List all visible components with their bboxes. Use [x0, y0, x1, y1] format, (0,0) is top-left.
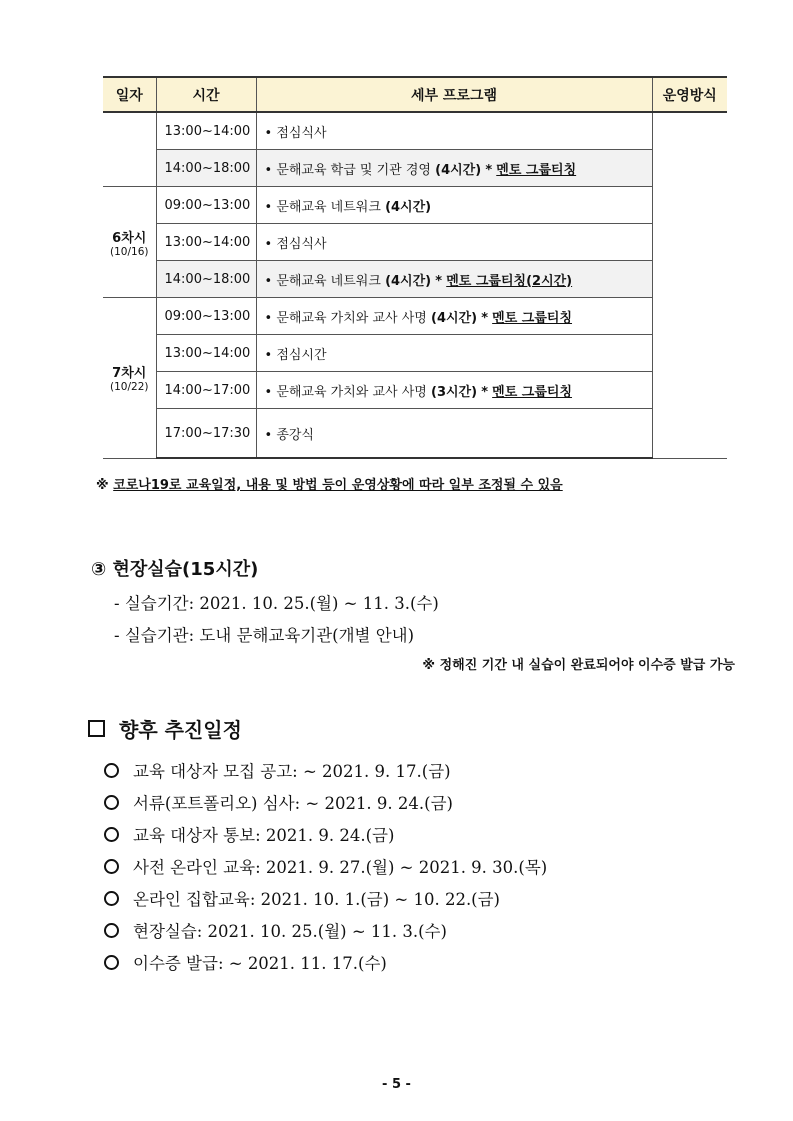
circle-bullet-icon: [104, 827, 119, 842]
program-text: 점심시간: [276, 347, 327, 363]
session-date: (10/16): [110, 245, 149, 258]
table-row: [103, 372, 727, 409]
separator: *: [481, 384, 488, 400]
schedule-item-text: 서류(포트폴리오) 심사: ~ 2021. 9. 24.(금): [133, 794, 453, 813]
time-cell: 17:00~17:30: [156, 409, 256, 459]
session-date: (10/22): [110, 381, 149, 394]
program-text: 종강식: [276, 427, 314, 443]
bullet: •: [264, 310, 273, 326]
program-text: 점심식사: [276, 236, 327, 252]
section-title-schedule: [88, 714, 242, 743]
schedule-item-text: 교육 대상자 모집 공고: ~ 2021. 9. 17.(금): [133, 762, 451, 781]
table-row: [103, 409, 727, 459]
table-row: [103, 150, 727, 187]
program-text: 점심식사: [276, 125, 327, 141]
program-cell: [256, 372, 652, 409]
schedule-item-text: 이수증 발급: ~ 2021. 11. 17.(수): [133, 954, 387, 973]
program-cell: [256, 298, 652, 335]
bullet: •: [264, 236, 273, 252]
notice-mark: ※: [96, 478, 109, 493]
bullet: •: [264, 125, 273, 141]
mentor-label: 멘토 그룹티칭(2시간): [446, 273, 573, 289]
program-text: 문해교육 학급 및 기관 경영: [276, 162, 431, 178]
circle-bullet-icon: [104, 763, 119, 778]
program-cell: [256, 409, 652, 459]
circle-bullet-icon: [104, 923, 119, 938]
bullet: •: [264, 427, 273, 443]
list-item: [104, 758, 451, 782]
list-item: [104, 918, 447, 942]
hours-label: (4시간): [385, 199, 432, 215]
session-cell: [103, 112, 156, 187]
program-text: 문해교육 네트워크: [276, 199, 381, 215]
list-item: [104, 822, 394, 846]
separator: *: [481, 310, 488, 326]
table-row: [103, 224, 727, 261]
time-cell: 14:00~18:00: [156, 150, 256, 187]
schedule-table: [103, 76, 727, 459]
schedule-title: 향후 추진일정: [119, 718, 242, 742]
circle-bullet-icon: [104, 955, 119, 970]
notice-text: 코로나19로 교육일정, 내용 및 방법 등이 운영상황에 따라 일부 조정될 수 있음: [113, 478, 563, 493]
table-row: [103, 187, 727, 224]
section-title-field-practice: ③ 현장실습(15시간): [91, 559, 259, 580]
hours-label: (4시간): [435, 162, 482, 178]
schedule-item-text: 사전 온라인 교육: 2021. 9. 27.(월) ~ 2021. 9. 30.(목): [133, 858, 548, 877]
certificate-notice: ※ 정해진 기간 내 실습이 완료되어야 이수증 발급 가능: [422, 658, 735, 673]
program-text: 문해교육 가치와 교사 사명: [276, 384, 427, 400]
hours-label: (3시간): [431, 384, 478, 400]
hours-label: (4시간): [431, 310, 478, 326]
method-cell: [652, 112, 727, 458]
mentor-label: 멘토 그룹티칭: [492, 310, 573, 326]
session-cell: [103, 187, 156, 298]
table-row: [103, 335, 727, 372]
time-cell: 09:00~13:00: [156, 298, 256, 335]
list-item: [104, 950, 387, 974]
separator: *: [485, 162, 493, 178]
session-cell: [103, 298, 156, 459]
table-row: [103, 298, 727, 335]
practice-period: - 실습기간: 2021. 10. 25.(월) ~ 11. 3.(수): [114, 594, 439, 613]
time-cell: 13:00~14:00: [156, 112, 256, 150]
header-program: 세부 프로그램: [256, 77, 652, 112]
time-cell: 14:00~17:00: [156, 372, 256, 409]
time-cell: 14:00~18:00: [156, 261, 256, 298]
list-item: [104, 854, 547, 878]
program-cell: [256, 187, 652, 224]
program-cell: [256, 224, 652, 261]
table-row: [103, 261, 727, 298]
practice-institution: - 실습기관: 도내 문해교육기관(개별 안내): [114, 626, 415, 645]
bullet: •: [264, 384, 273, 400]
program-text: 문해교육 네트워크: [276, 273, 381, 289]
program-cell: [256, 335, 652, 372]
bullet: •: [264, 347, 273, 363]
time-cell: 09:00~13:00: [156, 187, 256, 224]
circle-bullet-icon: [104, 859, 119, 874]
program-cell: [256, 150, 652, 187]
list-item: [104, 790, 453, 814]
header-date: 일자: [103, 77, 156, 112]
time-cell: 13:00~14:00: [156, 224, 256, 261]
program-cell: [256, 261, 652, 298]
corona-notice: [96, 474, 563, 493]
session-number: 6차시: [112, 230, 147, 246]
mentor-label: 멘토 그룹티칭: [492, 384, 573, 400]
program-text: 문해교육 가치와 교사 사명: [276, 310, 427, 326]
hours-label: (4시간): [385, 273, 432, 289]
bullet: •: [264, 199, 273, 215]
square-bullet-icon: [88, 720, 105, 737]
schedule-item-text: 현장실습: 2021. 10. 25.(월) ~ 11. 3.(수): [133, 922, 447, 941]
bullet: •: [264, 162, 273, 178]
time-cell: 13:00~14:00: [156, 335, 256, 372]
schedule-item-text: 교육 대상자 통보: 2021. 9. 24.(금): [133, 826, 395, 845]
bullet: •: [264, 273, 273, 289]
separator: *: [435, 273, 443, 289]
circle-bullet-icon: [104, 891, 119, 906]
program-cell: [256, 112, 652, 150]
circle-bullet-icon: [104, 795, 119, 810]
session-number: 7차시: [112, 366, 147, 382]
schedule-item-text: 온라인 집합교육: 2021. 10. 1.(금) ~ 10. 22.(금): [133, 890, 500, 909]
mentor-label: 멘토 그룹티칭: [496, 162, 577, 178]
header-method: 운영방식: [652, 77, 727, 112]
table-header-row: [103, 77, 727, 112]
header-time: 시간: [156, 77, 256, 112]
table-row: [103, 112, 727, 150]
page-number: - 5 -: [382, 1077, 411, 1092]
list-item: [104, 886, 500, 910]
